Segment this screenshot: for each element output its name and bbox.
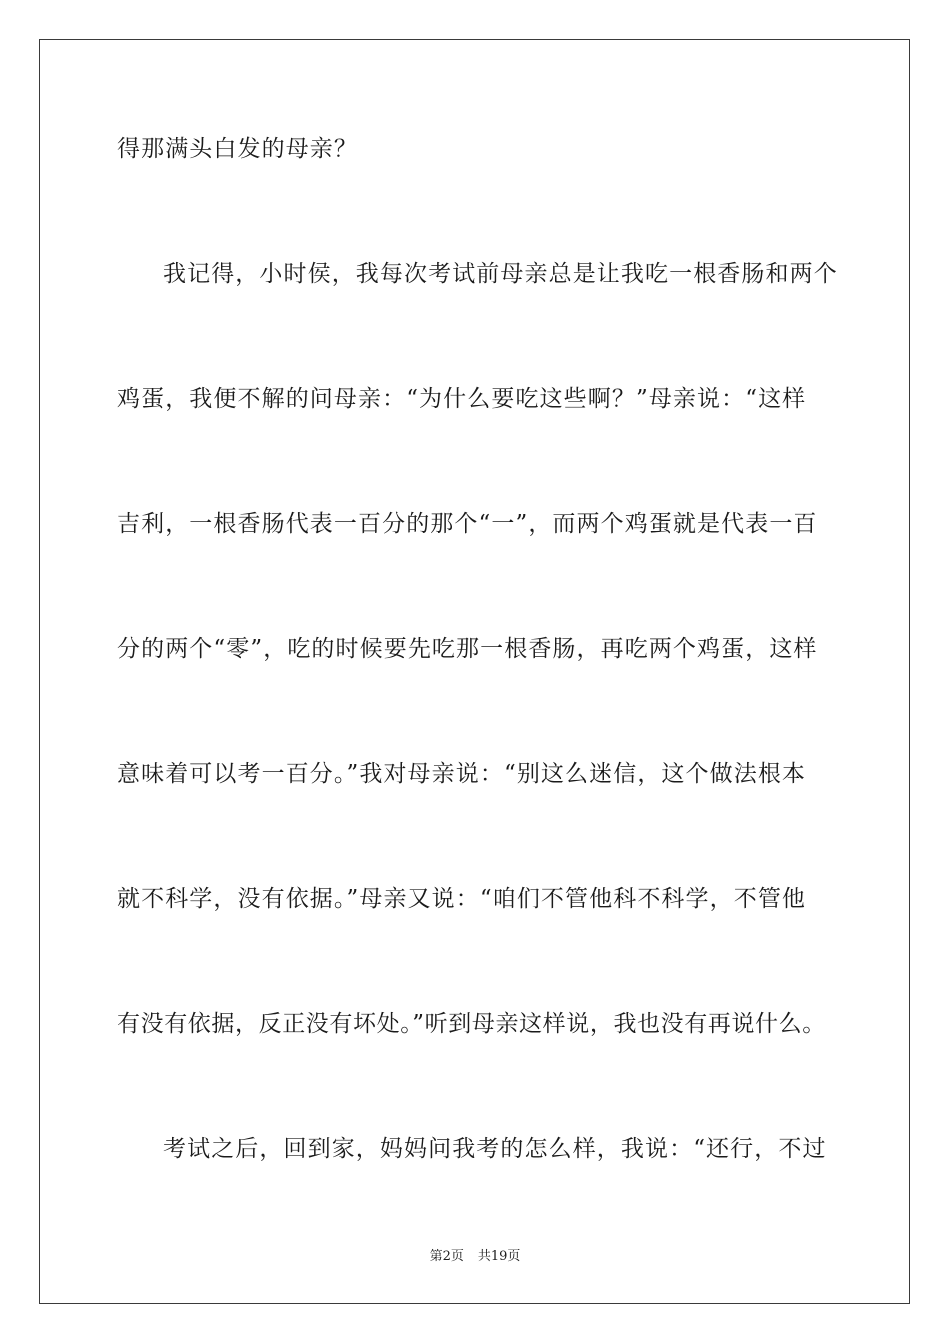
body-line-1: 得那满头白发的母亲？ (117, 136, 358, 162)
page-frame (39, 39, 910, 1304)
body-line-7: 就不科学，没有依据。”母亲又说：“咱们不管他科不科学，不管他 (117, 886, 807, 912)
body-line-3: 鸡蛋，我便不解的问母亲：“为什么要吃这些啊？”母亲说：“这样 (117, 386, 807, 412)
body-line-4: 吉利，一根香肠代表一百分的那个“一”，而两个鸡蛋就是代表一百 (117, 511, 818, 537)
page-footer (0, 1248, 950, 1266)
page-number: 第2页 (429, 1249, 464, 1264)
body-line-9: 考试之后，回到家，妈妈问我考的怎么样，我说：“还行，不过 (163, 1136, 827, 1162)
body-line-5: 分的两个“零”，吃的时候要先吃那一根香肠，再吃两个鸡蛋，这样 (117, 636, 818, 662)
body-line-6: 意味着可以考一百分。”我对母亲说：“别这么迷信，这个做法根本 (117, 761, 807, 787)
page-total: 共19页 (477, 1249, 521, 1264)
body-line-8: 有没有依据，反正没有坏处。”听到母亲这样说，我也没有再说什么。 (117, 1011, 826, 1037)
body-line-2: 我记得，小时侯，我每次考试前母亲总是让我吃一根香肠和两个 (163, 261, 838, 287)
